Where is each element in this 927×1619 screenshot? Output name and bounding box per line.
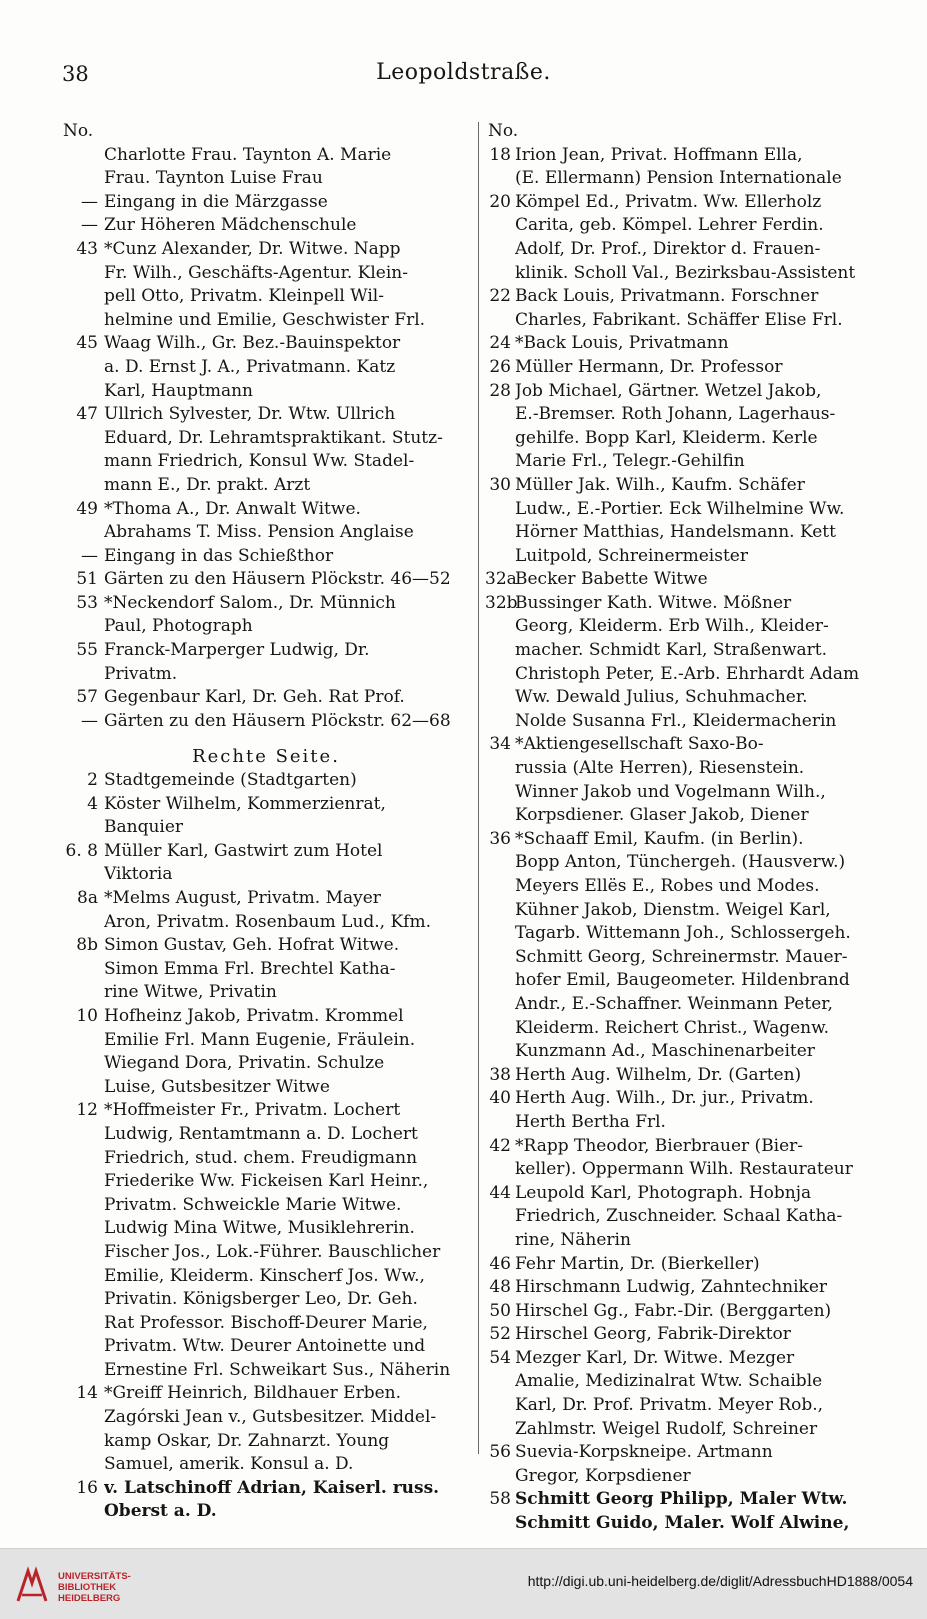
address-entry xyxy=(485,332,908,356)
resident-list: Zur Höheren Mädchenschule xyxy=(104,215,357,236)
address-entry xyxy=(60,686,472,710)
resident-list: Herth Aug. Wilhelm, Dr. (Garten) xyxy=(515,1064,802,1085)
resident-list: *Cunz Alexander, Dr. Witwe. Napp Fr. Wilh., Geschäfts-Agentur. Klein- pell Otto, Privatm. Kleinpell Wil- helmine und Emilie, Geschwister Frl. xyxy=(104,238,426,330)
address-entry xyxy=(60,191,472,215)
address-entry xyxy=(485,380,908,474)
house-number: 47 xyxy=(76,404,98,425)
house-number: 24 xyxy=(489,333,511,354)
address-entry xyxy=(60,1477,472,1524)
house-number: 55 xyxy=(76,640,98,661)
house-number: 46 xyxy=(489,1253,511,1274)
address-entry xyxy=(60,545,472,569)
address-entry xyxy=(485,1323,908,1347)
entry-list xyxy=(60,144,472,734)
resident-list: *Back Louis, Privatmann xyxy=(515,333,729,354)
resident-list: Ullrich Sylvester, Dr. Wtw. Ullrich Eduard, Dr. Lehramtspraktikant. Stutz- mann Friedrich, Konsul Ww. Stadel- mann E., Dr. prakt. Arzt xyxy=(104,404,443,495)
address-entry xyxy=(60,934,472,1005)
resident-list: Back Louis, Privatmann. Forschner Charles, Fabrikant. Schäffer Elise Frl. xyxy=(515,286,843,330)
house-number: 52 xyxy=(489,1324,511,1345)
address-entry xyxy=(60,403,472,497)
section-heading: Rechte Seite. xyxy=(192,746,340,768)
resident-list: Hirschel Gg., Fabr.-Dir. (Berggarten) xyxy=(515,1300,832,1321)
resident-list: *Melms August, Privatm. Mayer Aron, Privatm. Rosenbaum Lud., Kfm. xyxy=(104,888,432,932)
address-entry xyxy=(60,793,472,840)
address-entry xyxy=(60,498,472,545)
address-entry xyxy=(485,828,908,1064)
house-number: 53 xyxy=(76,592,98,613)
resident-list: Gegenbaur Karl, Dr. Geh. Rat Prof. xyxy=(104,687,405,708)
entry-list xyxy=(60,769,472,1524)
resident-list: Schmitt Georg Philipp, Maler Wtw. Schmitt Guido, Maler. Wolf Alwine, xyxy=(515,1489,850,1534)
resident-list: Gärten zu den Häusern Plöckstr. 46—52 xyxy=(104,569,451,590)
house-number: 22 xyxy=(489,286,511,307)
address-entry xyxy=(60,887,472,934)
resident-list: Köster Wilhelm, Kommerzienrat, Banquier xyxy=(104,793,386,838)
resident-list: *Neckendorf Salom., Dr. Münnich Paul, Photograph xyxy=(104,592,396,637)
address-entry xyxy=(485,285,908,332)
resident-list: Hirschel Georg, Fabrik-Direktor xyxy=(515,1324,791,1345)
resident-list: *Greiff Heinrich, Bildhauer Erben. Zagórski Jean v., Gutsbesitzer. Middel- kamp Oskar, Dr. Zahnarzt. Young Samuel, amerik. Konsul a. D. xyxy=(104,1383,437,1475)
address-entry xyxy=(485,1135,908,1182)
house-number: 50 xyxy=(489,1300,511,1321)
address-entry xyxy=(60,592,472,639)
house-number: 32a xyxy=(485,569,517,590)
resident-list: Stadtgemeinde (Stadtgarten) xyxy=(104,770,357,791)
resident-list: v. Latschinoff Adrian, Kaiserl. russ. Oberst a. D. xyxy=(104,1477,440,1522)
resident-list: Charlotte Frau. Taynton A. Marie Frau. Taynton Luise Frau xyxy=(104,144,392,189)
house-number: 56 xyxy=(489,1442,511,1463)
left-column xyxy=(60,120,472,1524)
house-number: — xyxy=(81,215,98,236)
address-entry xyxy=(485,1276,908,1300)
address-entry xyxy=(485,1182,908,1253)
resident-list: Herth Aug. Wilh., Dr. jur., Privatm. Herth Bertha Frl. xyxy=(515,1088,814,1132)
resident-list: Müller Jak. Wilh., Kaufm. Schäfer Ludw., E.-Portier. Eck Wilhelmine Ww. Hörner Matthias, Handelsmann. Kett Luitpold, Schreinermeister xyxy=(515,474,845,566)
address-entry xyxy=(485,1488,908,1535)
address-entry xyxy=(485,356,908,380)
address-entry xyxy=(60,639,472,686)
house-number: 6. 8 xyxy=(65,840,98,861)
house-number: 40 xyxy=(489,1088,511,1109)
resident-list: Mezger Karl, Dr. Witwe. Mezger Amalie, Medizinalrat Wtw. Schaible Karl, Dr. Prof. Privatm. Meyer Rob., Zahlmstr. Weigel Rudolf, Schreiner xyxy=(515,1347,824,1439)
house-number: 49 xyxy=(76,498,98,519)
address-entry xyxy=(485,1347,908,1441)
address-entry xyxy=(485,592,908,734)
resident-list: *Thoma A., Dr. Anwalt Witwe. Abrahams T. Miss. Pension Anglaise xyxy=(104,498,414,543)
address-entry xyxy=(60,332,472,403)
address-entry xyxy=(60,769,472,793)
column-label: No. xyxy=(488,121,519,141)
resident-list: Kömpel Ed., Privatm. Ww. Ellerholz Carita, geb. Kömpel. Lehrer Ferdin. Adolf, Dr. Prof., Direktor d. Frauen- klinik. Scholl Val., Bezirksbau-Assistent xyxy=(515,191,856,283)
house-number: 58 xyxy=(489,1489,511,1510)
resident-list: Waag Wilh., Gr. Bez.-Bauinspektor a. D. Ernst J. A., Privatmann. Katz Karl, Hauptmann xyxy=(104,333,401,401)
resident-list: Irion Jean, Privat. Hoffmann Ella, (E. Ellermann) Pension Internationale xyxy=(515,144,842,189)
resident-list: Gärten zu den Häusern Plöckstr. 62—68 xyxy=(104,710,451,731)
resident-list: Hofheinz Jakob, Privatm. Krommel Emilie Frl. Mann Eugenie, Fräulein. Wiegand Dora, Privatin. Schulze Luise, Gutsbesitzer Witwe xyxy=(104,1005,416,1097)
house-number: 32b xyxy=(485,592,518,613)
resident-list: Suevia-Korpskneipe. Artmann Gregor, Korpsdiener xyxy=(515,1442,773,1486)
house-number: — xyxy=(81,710,98,731)
address-entry xyxy=(60,1005,472,1099)
resident-list: Leupold Karl, Photograph. Hobnja Friedrich, Zuschneider. Schaal Katha- rine, Näherin xyxy=(515,1182,843,1250)
house-number: — xyxy=(81,191,98,212)
house-number: 18 xyxy=(489,144,511,165)
address-entry xyxy=(60,144,472,191)
library-logo-icon xyxy=(14,1565,50,1605)
resident-list: *Hoffmeister Fr., Privatm. Lochert Ludwig, Rentamtmann a. D. Lochert Friedrich, stud. chem. Freudigmann Friederike Ww. Fickeisen Karl Heinr., Privatm. Schweickle Marie Witwe. Ludwig Mina Witwe, Musiklehrerin. Fischer Jos., Lok.-Führer. Bauschlicher Emilie, Kleiderm. Kinscherf Jos. Ww., Privatin. Königsberger Leo, Dr. Geh. Rat Professor. Bischoff-Deurer Marie, Privatm. Wtw. Deurer Antoinette und Ernestine Frl. Schweikart Sus., Näherin xyxy=(104,1100,451,1380)
house-number: 44 xyxy=(489,1182,511,1203)
house-number: 54 xyxy=(489,1347,511,1368)
resident-list: Müller Hermann, Dr. Professor xyxy=(515,356,783,377)
library-name: UNIVERSITÄTS- BIBLIOTHEK HEIDELBERG xyxy=(58,1571,131,1604)
resident-list: Franck-Marperger Ludwig, Dr. Privatm. xyxy=(104,640,370,684)
library-footer xyxy=(0,1548,927,1619)
resident-list: Müller Karl, Gastwirt zum Hotel Viktoria xyxy=(104,840,383,885)
address-entry xyxy=(485,191,908,285)
house-number: 20 xyxy=(489,191,511,212)
house-number: 28 xyxy=(489,380,511,401)
address-entry xyxy=(485,568,908,592)
address-entry xyxy=(485,1300,908,1324)
address-entry xyxy=(60,214,472,238)
column-divider xyxy=(478,122,479,1454)
address-entry xyxy=(60,1099,472,1382)
page-title: Leopoldstraße. xyxy=(376,60,551,85)
house-number: 8a xyxy=(77,888,98,908)
house-number: 12 xyxy=(76,1100,98,1121)
address-entry xyxy=(60,710,472,734)
resident-list: *Aktiengesellschaft Saxo-Bo- russia (Alte Herren), Riesenstein. Winner Jakob und Vogelmann Wilh., Korpsdiener. Glaser Jakob, Diener xyxy=(515,734,826,826)
house-number: 34 xyxy=(489,734,511,755)
address-entry xyxy=(485,1064,908,1088)
house-number: 36 xyxy=(489,828,511,849)
house-number: 45 xyxy=(76,333,98,354)
house-number: 4 xyxy=(87,793,98,814)
house-number: 57 xyxy=(76,687,98,708)
address-entry xyxy=(485,1253,908,1277)
column-label: No. xyxy=(63,121,94,141)
house-number: 10 xyxy=(76,1005,98,1026)
house-number: 16 xyxy=(76,1477,98,1498)
address-entry xyxy=(485,144,908,191)
house-number: 51 xyxy=(76,569,98,590)
right-column xyxy=(485,120,908,1536)
house-number: 8b xyxy=(76,935,98,956)
source-url-link[interactable]: http://digi.ub.uni-heidelberg.de/diglit/AdressbuchHD1888/0054 xyxy=(527,1573,913,1589)
address-entry xyxy=(60,568,472,592)
resident-list: Fehr Martin, Dr. (Bierkeller) xyxy=(515,1253,760,1274)
house-number: 48 xyxy=(489,1277,511,1298)
resident-list: Simon Gustav, Geh. Hofrat Witwe. Simon Emma Frl. Brechtel Katha- rine Witwe, Privatin xyxy=(104,935,400,1003)
address-entry xyxy=(485,1441,908,1488)
resident-list: Hirschmann Ludwig, Zahntechniker xyxy=(515,1277,828,1298)
house-number: 26 xyxy=(489,356,511,377)
resident-list: *Schaaff Emil, Kaufm. (in Berlin). Bopp Anton, Tünchergeh. (Hausverw.) Meyers Ellës E., Robes und Modes. Kühner Jakob, Dienstm. Weigel Karl, Tagarb. Wittemann Joh., Schlossergeh. Schmitt Georg, Schreinermstr. Mauer- hofer Emil, Baugeometer. Hildenbrand Andr., E.-Schaffner. Weinmann Peter, Kleiderm. Reichert Christ., Wagenw. Kunzmann Ad., Maschinenarbeiter xyxy=(515,828,851,1062)
entry-list xyxy=(485,144,908,1536)
house-number: 43 xyxy=(76,238,98,259)
page-number: 38 xyxy=(62,62,89,86)
resident-list: Becker Babette Witwe xyxy=(515,569,708,590)
address-entry xyxy=(60,840,472,887)
address-entry xyxy=(60,238,472,332)
address-entry xyxy=(60,1382,472,1476)
house-number: 2 xyxy=(87,770,98,791)
house-number: — xyxy=(81,545,98,566)
house-number: 30 xyxy=(489,474,511,495)
resident-list: Eingang in die Märzgasse xyxy=(104,191,328,212)
address-entry xyxy=(485,1087,908,1134)
house-number: 42 xyxy=(489,1135,511,1156)
resident-list: Eingang in das Schießthor xyxy=(104,545,334,566)
house-number: 38 xyxy=(489,1064,511,1085)
address-entry xyxy=(485,474,908,568)
resident-list: Job Michael, Gärtner. Wetzel Jakob, E.-Bremser. Roth Johann, Lagerhaus- gehilfe. Bopp Karl, Kleiderm. Kerle Marie Frl., Telegr.-Gehilfin xyxy=(515,380,836,472)
resident-list: *Rapp Theodor, Bierbrauer (Bier- keller). Oppermann Wilh. Restaurateur xyxy=(515,1135,853,1180)
resident-list: Bussinger Kath. Witwe. Mößner Georg, Kleiderm. Erb Wilh., Kleider- macher. Schmidt Karl, Straßenwart. Christoph Peter, E.-Arb. Ehrhardt Adam Ww. Dewald Julius, Schuhmacher. Nolde Susanna Frl., Kleidermacherin xyxy=(515,592,860,731)
address-entry xyxy=(485,733,908,827)
house-number: 14 xyxy=(76,1383,98,1404)
